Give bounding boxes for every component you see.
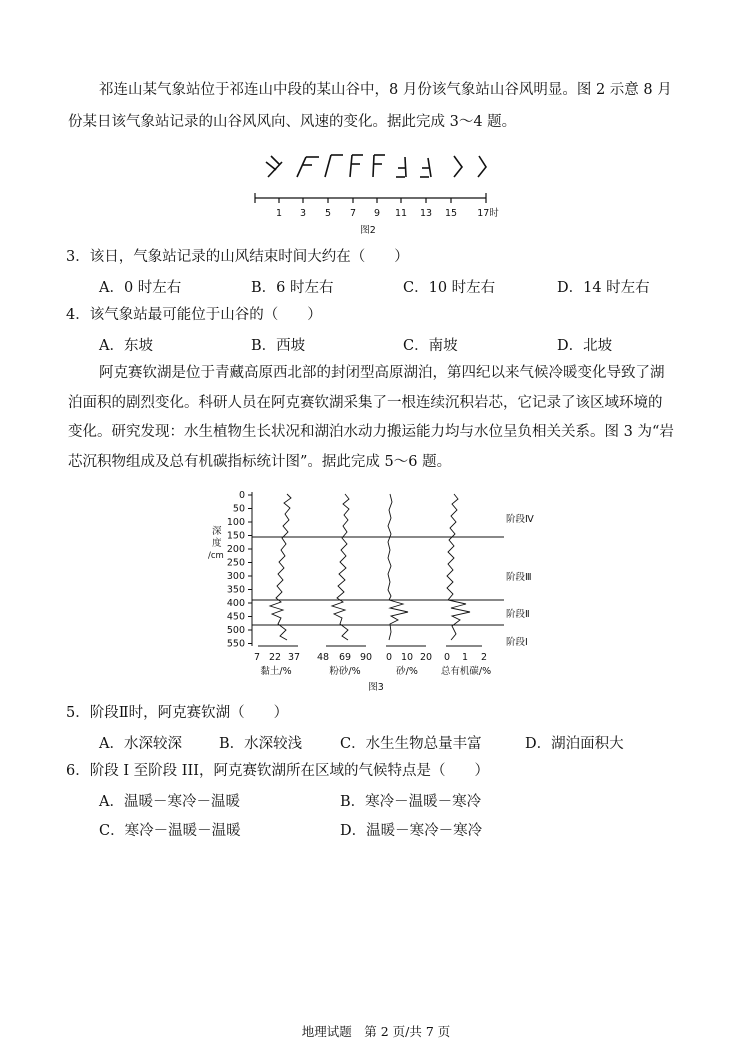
figure3-core-diagram [208, 488, 548, 698]
wind-barb-3 [325, 155, 343, 177]
fig2-tick-17: 17时 [477, 208, 499, 219]
time-axis [255, 193, 486, 203]
q4-option-a[interactable]: A．东坡 [99, 338, 153, 354]
fig3-y-tick-450: 450 [226, 611, 245, 623]
passage2-line4: 芯沉积物组成及总有机碳指标统计图”。据此完成 5～6 题。 [68, 454, 452, 470]
fig2-tick-11: 11 [394, 208, 408, 219]
figure2-wind-diagram [240, 150, 510, 238]
sand-curve [388, 494, 408, 640]
fig3-x-tick-toc-2: 2 [480, 652, 488, 663]
q3-option-c[interactable]: C．10 时左右 [403, 280, 496, 296]
fig3-x-label-sand: 砂/% [396, 666, 418, 677]
q3-stem: 3．该日，气象站记录的山风结束时间大约在（ ） [66, 249, 409, 265]
fig2-tick-15: 15 [444, 208, 458, 219]
fig3-y-label-1: 深 [212, 526, 222, 537]
q3-option-b[interactable]: B．6 时左右 [251, 280, 334, 296]
fig3-x-label-silt: 粉砂/% [329, 666, 361, 677]
fig3-x-tick-toc-0: 0 [443, 652, 451, 663]
fig3-x-tick-silt-48: 48 [316, 652, 330, 663]
q5-option-a[interactable]: A．水深较深 [99, 736, 182, 752]
fig3-x-tick-clay-22: 22 [268, 652, 282, 663]
q5-option-d[interactable]: D．湖泊面积大 [525, 736, 624, 752]
toc-curve [447, 494, 470, 640]
wind-barb-1 [266, 156, 282, 177]
q6-option-c[interactable]: C．寒冷－温暖－温暖 [99, 823, 241, 839]
fig3-x-tick-sand-10: 10 [400, 652, 414, 663]
q3-option-d[interactable]: D．14 时左右 [557, 280, 650, 296]
passage1-line1: 祁连山某气象站位于祁连山中段的某山谷中，8 月份该气象站山谷风明显。图 2 示意 8 月 [99, 82, 672, 98]
figure3-caption: 图3 [368, 682, 384, 693]
q4-option-b[interactable]: B．西坡 [251, 338, 306, 354]
fig3-y-tick-0: 0 [238, 490, 245, 501]
fig2-tick-1: 1 [275, 208, 283, 219]
fig3-y-tick-400: 400 [226, 598, 245, 609]
fig3-y-tick-300: 300 [226, 571, 245, 582]
fig2-tick-3: 3 [299, 208, 307, 219]
q6-option-a[interactable]: A．温暖－寒冷－温暖 [99, 794, 240, 810]
fig3-y-label-2: 度 [212, 538, 222, 549]
q6-stem: 6．阶段 I 至阶段 III，阿克赛钦湖所在区域的气候特点是（ ） [66, 763, 489, 779]
passage2-line2: 泊面积的剧烈变化。科研人员在阿克赛钦湖采集了一根连续沉积岩芯，它记录了该区域环境的 [68, 395, 663, 411]
fig2-tick-7: 7 [349, 208, 357, 219]
passage1-line2: 份某日该气象站记录的山谷风风向、风速的变化。据此完成 3～4 题。 [68, 114, 517, 130]
figure2-caption: 图2 [360, 225, 376, 236]
stage-ii-label: 阶段Ⅱ [506, 609, 530, 620]
q3-option-a[interactable]: A．0 时左右 [99, 280, 182, 296]
wind-barb-9 [478, 156, 486, 177]
q4-option-c[interactable]: C．南坡 [403, 338, 458, 354]
fig3-x-tick-toc-1: 1 [461, 652, 469, 663]
q5-option-c[interactable]: C．水生生物总量丰富 [340, 736, 482, 752]
stage-iv-label: 阶段Ⅳ [506, 514, 534, 525]
wind-barb-7 [420, 158, 431, 177]
fig3-y-tick-50: 50 [232, 503, 245, 515]
wind-barb-2 [297, 157, 319, 177]
fig3-y-tick-200: 200 [226, 544, 245, 555]
fig3-y-tick-250: 250 [226, 557, 245, 569]
fig3-y-label-3: /cm [208, 551, 224, 561]
stage-i-label: 阶段Ⅰ [506, 637, 528, 648]
fig3-y-tick-100: 100 [226, 517, 245, 528]
fig3-x-tick-sand-0: 0 [385, 652, 393, 663]
fig3-x-tick-silt-69: 69 [338, 652, 352, 663]
fig3-y-tick-500: 500 [226, 625, 245, 636]
fig3-y-tick-350: 350 [226, 584, 245, 596]
wind-barb-4 [350, 155, 363, 177]
fig3-x-label-clay: 黏土/% [260, 666, 292, 677]
fig3-x-label-toc: 总有机碳/% [440, 666, 492, 677]
fig3-x-tick-sand-20: 20 [419, 652, 433, 663]
silt-curve [332, 494, 349, 640]
q6-option-b[interactable]: B．寒冷－温暖－寒冷 [340, 794, 482, 810]
passage2-line3: 变化。研究发现：水生植物生长状况和湖泊水动力搬运能力均与水位呈负相关关系。图 3 为“岩 [68, 424, 674, 440]
wind-barbs [266, 155, 486, 177]
q6-option-d[interactable]: D．温暖－寒冷－寒冷 [340, 823, 483, 839]
fig2-tick-9: 9 [373, 208, 381, 219]
clay-curve [270, 494, 291, 640]
q5-stem: 5．阶段Ⅱ时，阿克赛钦湖（ ） [66, 705, 289, 721]
fig3-y-tick-150: 150 [226, 530, 245, 542]
page-footer: 地理试题 第 2 页/共 7 页 [301, 1024, 451, 1039]
fig2-tick-5: 5 [324, 208, 332, 219]
fig2-tick-13: 13 [419, 208, 433, 219]
stage-iii-label: 阶段Ⅲ [506, 572, 532, 583]
q4-option-d[interactable]: D．北坡 [557, 338, 613, 354]
q5-option-b[interactable]: B．水深较浅 [219, 736, 303, 752]
fig3-x-tick-silt-90: 90 [359, 652, 373, 663]
wind-barb-5 [373, 155, 385, 177]
q4-stem: 4．该气象站最可能位于山谷的（ ） [66, 307, 322, 323]
wind-barb-8 [454, 156, 462, 177]
fig3-y-tick-550: 550 [226, 638, 245, 650]
fig3-x-tick-clay-7: 7 [253, 652, 261, 663]
fig3-x-tick-clay-37: 37 [287, 652, 301, 663]
passage2-line1: 阿克赛钦湖是位于青藏高原西北部的封闭型高原湖泊，第四纪以来气候冷暖变化导致了湖 [99, 365, 665, 381]
wind-barb-6 [396, 157, 406, 177]
